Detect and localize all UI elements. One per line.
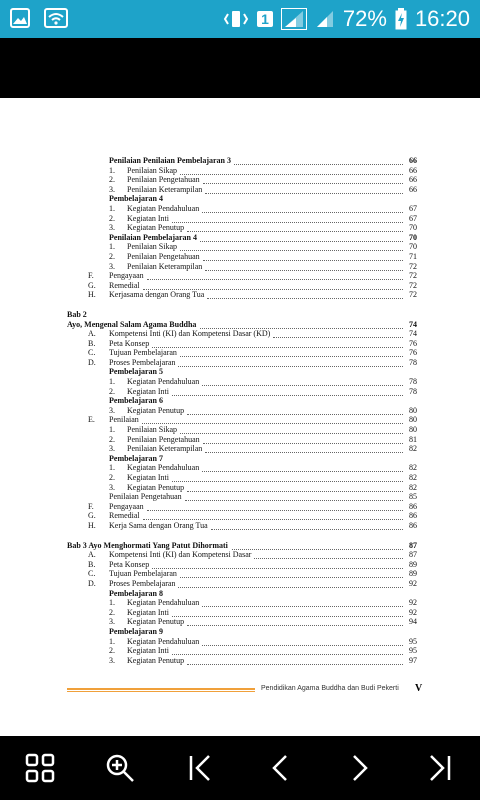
toc-page-number: 82: [409, 473, 417, 482]
toc-page-number: 78: [409, 386, 417, 396]
toc-row[interactable]: [0, 320, 480, 330]
toc-number: 3.: [109, 261, 115, 271]
toc-entry-title: Peta Konsep: [109, 559, 150, 569]
toc-page-number: 76: [409, 338, 417, 348]
toc-number: 1.: [109, 165, 115, 175]
toc-entry-title: Penilaian Pengetahuan: [109, 492, 182, 502]
next-page-button[interactable]: [335, 743, 385, 793]
toc-page-number: 92: [409, 598, 417, 608]
toc-page-number: 86: [409, 501, 417, 511]
toc-number: 3.: [109, 617, 115, 627]
toc-row[interactable]: [0, 185, 480, 195]
toc-row[interactable]: [0, 396, 480, 406]
toc-page-number: 78: [409, 357, 417, 367]
toc-row[interactable]: [0, 463, 480, 473]
toc-row[interactable]: [0, 598, 480, 608]
toc-number: 3.: [109, 482, 115, 492]
zoom-in-button[interactable]: [95, 743, 145, 793]
toc-row[interactable]: [0, 425, 480, 435]
footer-rule-thin: [67, 691, 255, 692]
toc-number: 2.: [109, 434, 115, 444]
toc-letter: C.: [88, 569, 96, 579]
previous-page-button[interactable]: [255, 743, 305, 793]
toc-row[interactable]: [0, 271, 480, 281]
toc-letter: B.: [88, 559, 96, 569]
table-of-contents: [0, 156, 480, 665]
toc-page-number: 82: [409, 463, 417, 473]
toc-entry-title: Remedial: [109, 280, 140, 290]
toc-entry-title: Kegiatan Pendahuluan: [127, 463, 200, 473]
toc-page-number: 97: [409, 655, 417, 665]
toc-entry-title: Penilaian: [109, 415, 139, 425]
toc-row[interactable]: [0, 521, 480, 531]
grid-icon: [25, 753, 55, 783]
toc-entry-title: Kegiatan Inti: [127, 473, 169, 482]
toc-page-number: 86: [409, 511, 417, 521]
toc-page-number: 80: [409, 425, 417, 435]
toc-number: 1.: [109, 636, 115, 646]
toc-letter: D.: [88, 578, 96, 588]
toc-letter: G.: [88, 280, 96, 290]
toc-row[interactable]: [0, 387, 480, 397]
toc-entry-title: Penilaian Keterampilan: [127, 184, 203, 194]
toc-entry-title: Kompetensi Inti (KI) dan Kompetensi Dasar: [109, 550, 252, 560]
toc-page-number: 92: [409, 607, 417, 617]
toc-leader-dots: [207, 297, 403, 299]
previous-page-icon: [265, 753, 295, 783]
toc-page-number: 78: [409, 377, 417, 387]
toc-row[interactable]: [0, 367, 480, 377]
toc-page-number: 72: [409, 261, 417, 271]
first-page-icon: [185, 753, 215, 783]
toc-number: 1.: [109, 598, 115, 608]
toc-number: 3.: [109, 184, 115, 194]
toc-row[interactable]: [0, 406, 480, 416]
toc-row[interactable]: [0, 473, 480, 483]
toc-letter: C.: [88, 348, 96, 358]
toc-gap: [0, 300, 480, 310]
toc-entry-title: Kegiatan Penutup: [127, 617, 185, 627]
toc-number: 2.: [109, 646, 115, 656]
toc-entry-title: Kegiatan Pendahuluan: [127, 377, 200, 387]
toc-entry-title: Penilaian Keterampilan: [127, 444, 203, 454]
toc-page-number: 70: [409, 242, 417, 252]
toc-page-number: 70: [409, 232, 417, 242]
bottom-nav-bar: [0, 736, 480, 800]
toc-entry-title: Pembelajaran 9: [109, 626, 163, 636]
toc-entry-title: Pembelajaran 7: [109, 453, 163, 463]
vibrate-icon: [223, 9, 249, 29]
toc-number: 3.: [109, 405, 115, 415]
toc-number: 2.: [109, 473, 115, 482]
sim-slot-badge: 1: [257, 11, 273, 27]
image-notification-icon: [10, 8, 30, 28]
toc-entry-title: Penilaian Keterampilan: [127, 261, 203, 271]
toc-entry-title: Penilaian Sikap: [127, 242, 177, 252]
toc-row[interactable]: [0, 608, 480, 618]
toc-letter: B.: [88, 338, 96, 348]
toc-letter: F.: [88, 271, 94, 281]
toc-number: 2.: [109, 607, 115, 617]
toc-entry-title: Kegiatan Inti: [127, 607, 169, 617]
toc-number: 1.: [109, 425, 115, 435]
toc-row[interactable]: [0, 502, 480, 512]
toc-row[interactable]: [0, 541, 480, 551]
toc-entry-title: Kegiatan Pendahuluan: [127, 203, 200, 213]
first-page-button[interactable]: [175, 743, 225, 793]
toc-number: 1.: [109, 463, 115, 473]
toc-number: 3.: [109, 655, 115, 665]
toc-row[interactable]: [0, 262, 480, 272]
toc-row[interactable]: [0, 656, 480, 666]
toc-entry-title: Penilaian Pengetahuan: [127, 175, 200, 185]
toc-page-number: 66: [409, 165, 417, 175]
toc-row[interactable]: [0, 444, 480, 454]
toc-row[interactable]: [0, 329, 480, 339]
last-page-button[interactable]: [415, 743, 465, 793]
toc-row[interactable]: [0, 348, 480, 358]
toc-page-number: 82: [409, 444, 417, 454]
toc-entry-title: Proses Pembelajaran: [109, 357, 176, 367]
toc-row[interactable]: [0, 511, 480, 521]
toc-entry-title: Kerjasama dengan Orang Tua: [109, 290, 205, 300]
toc-page-number: 81: [409, 434, 417, 444]
toc-page-number: 66: [409, 184, 417, 194]
toc-letter: A.: [88, 329, 96, 339]
toc-entry-title: Penilaian Pembelajaran 4: [109, 232, 197, 242]
toc-entry-title: Remedial: [109, 511, 140, 521]
toc-page-number: 72: [409, 290, 417, 300]
toc-entry-title: Kegiatan Pendahuluan: [127, 598, 200, 608]
page-footer: [67, 685, 427, 697]
footer-book-title: Pendidikan Agama Buddha dan Budi Pekerti: [261, 685, 399, 692]
toc-page-number: 89: [409, 559, 417, 569]
toc-letter: A.: [88, 550, 96, 560]
toc-number: 2.: [109, 175, 115, 185]
toc-entry-title: Proses Pembelajaran: [109, 578, 176, 588]
toc-page-number: 82: [409, 482, 417, 492]
toc-row[interactable]: [0, 579, 480, 589]
toc-row[interactable]: [0, 415, 480, 425]
toc-letter: F.: [88, 501, 94, 511]
toc-row[interactable]: [0, 194, 480, 204]
toc-page-number: 70: [409, 223, 417, 233]
thumbnail-grid-button[interactable]: [15, 743, 65, 793]
toc-page-number: 66: [409, 175, 417, 185]
toolbar-area: [0, 38, 480, 98]
toc-entry-title: Peta Konsep: [109, 338, 150, 348]
toc-number: 1.: [109, 203, 115, 213]
toc-page-number: 76: [409, 348, 417, 358]
toc-row[interactable]: [0, 646, 480, 656]
toc-row[interactable]: [0, 617, 480, 627]
toc-page-number: 74: [409, 329, 417, 339]
toc-row[interactable]: [0, 377, 480, 387]
toc-entry-title: Penilaian Sikap: [127, 165, 177, 175]
toc-row[interactable]: [0, 156, 480, 166]
toc-entry-title: Ayo, Mengenal Salam Agama Buddha: [67, 319, 197, 329]
toc-letter: G.: [88, 511, 96, 521]
next-page-icon: [345, 753, 375, 783]
toc-entry-title: Kegiatan Penutup: [127, 405, 185, 415]
toc-row[interactable]: [0, 492, 480, 502]
toc-page-number: 89: [409, 569, 417, 579]
toc-entry-title: Kegiatan Penutup: [127, 655, 185, 665]
toc-entry-title: Pengayaan: [109, 271, 144, 281]
toc-entry-title: Penilaian Sikap: [127, 425, 177, 435]
toc-entry-title: Kerja Sama dengan Orang Tua: [109, 520, 208, 530]
toc-page-number: 85: [409, 492, 417, 502]
toc-letter: E.: [88, 415, 95, 425]
toc-number: 2.: [109, 213, 115, 223]
toc-row[interactable]: [0, 233, 480, 243]
toc-entry-title: Bab 3 Ayo Menghormati Yang Patut Dihormati: [67, 540, 228, 550]
toc-number: 1.: [109, 242, 115, 252]
toc-entry-title: Tujuan Pembelajaran: [109, 569, 177, 579]
toc-row[interactable]: [0, 358, 480, 368]
toc-row[interactable]: [0, 175, 480, 185]
toc-row[interactable]: [0, 242, 480, 252]
toc-row[interactable]: [0, 637, 480, 647]
toc-entry-title: Pembelajaran 8: [109, 588, 163, 598]
toc-page-number: 67: [409, 213, 417, 223]
clock: 16:20: [414, 6, 470, 31]
toc-page-number: 87: [409, 550, 417, 560]
toc-page-number: 86: [409, 520, 417, 530]
toc-page-number: 95: [409, 636, 417, 646]
toc-entry-title: Tujuan Pembelajaran: [109, 348, 177, 358]
toc-row[interactable]: [0, 589, 480, 599]
toc-number: 1.: [109, 377, 115, 387]
toc-entry-title: Kompetensi Inti (KI) dan Kompetensi Dasar (KD): [109, 329, 271, 339]
toc-page-number: 72: [409, 271, 417, 281]
battery-charging-icon: [395, 8, 407, 30]
wifi-icon: [44, 8, 68, 28]
battery-percent: 72%: [342, 6, 387, 31]
document-page[interactable]: [0, 98, 480, 736]
toc-entry-title: Penilaian Penilaian Pembelajaran 3: [109, 156, 231, 165]
toc-page-number: 80: [409, 405, 417, 415]
toc-row[interactable]: [0, 339, 480, 349]
toc-row[interactable]: [0, 435, 480, 445]
toc-row[interactable]: [0, 223, 480, 233]
toc-page-number: 66: [409, 156, 417, 165]
toc-entry-title: Pengayaan: [109, 501, 144, 511]
toc-entry-title: Kegiatan Penutup: [127, 482, 185, 492]
toc-number: 3.: [109, 223, 115, 233]
footer-rule: [67, 688, 255, 690]
signal-icon-2: [315, 9, 335, 29]
toc-entry-title: Bab 2: [67, 309, 87, 319]
toc-page-number: 94: [409, 617, 417, 627]
toc-entry-title: Penilaian Pengetahuan: [127, 251, 200, 261]
toc-number: 3.: [109, 444, 115, 454]
toc-entry-title: Kegiatan Penutup: [127, 223, 185, 233]
toc-entry-title: Kegiatan Pendahuluan: [127, 636, 200, 646]
toc-row[interactable]: [0, 204, 480, 214]
toc-entry-title: Penilaian Pengetahuan: [127, 434, 200, 444]
toc-page-number: 92: [409, 578, 417, 588]
toc-gap: [0, 531, 480, 541]
toc-page-number: 87: [409, 540, 417, 550]
last-page-icon: [425, 753, 455, 783]
toc-row[interactable]: [0, 281, 480, 291]
status-bar: [0, 0, 480, 38]
toc-page-number: 72: [409, 280, 417, 290]
toc-entry-title: Pembelajaran 5: [109, 367, 163, 377]
toc-row[interactable]: [0, 550, 480, 560]
toc-page-number: 80: [409, 415, 417, 425]
toc-number: 2.: [109, 251, 115, 261]
toc-entry-title: Pembelajaran 6: [109, 396, 163, 406]
toc-letter: H.: [88, 290, 96, 300]
toc-page-number: 95: [409, 646, 417, 656]
toc-page-number: 67: [409, 203, 417, 213]
toc-entry-title: Kegiatan Inti: [127, 386, 169, 396]
toc-number: 2.: [109, 386, 115, 396]
toc-row[interactable]: [0, 454, 480, 464]
toc-entry-title: Kegiatan Inti: [127, 646, 169, 656]
toc-leader-dots: [211, 528, 403, 530]
toc-row[interactable]: [0, 483, 480, 493]
footer-page-number: V: [415, 683, 423, 694]
toc-row[interactable]: [0, 166, 480, 176]
toc-row[interactable]: [0, 560, 480, 570]
toc-letter: H.: [88, 520, 96, 530]
toc-page-number: 74: [409, 319, 417, 329]
toc-row[interactable]: [0, 627, 480, 637]
toc-row[interactable]: [0, 252, 480, 262]
toc-page-number: 71: [409, 251, 417, 261]
toc-leader-dots: [187, 663, 403, 665]
toc-letter: D.: [88, 357, 96, 367]
signal-icon: [281, 8, 307, 30]
toc-entry-title: Pembelajaran 4: [109, 194, 163, 204]
toc-row[interactable]: [0, 569, 480, 579]
toc-row[interactable]: [0, 214, 480, 224]
toc-row[interactable]: [0, 310, 480, 320]
zoom-in-icon: [104, 752, 136, 784]
toc-entry-title: Kegiatan Inti: [127, 213, 169, 223]
toc-row[interactable]: [0, 290, 480, 300]
